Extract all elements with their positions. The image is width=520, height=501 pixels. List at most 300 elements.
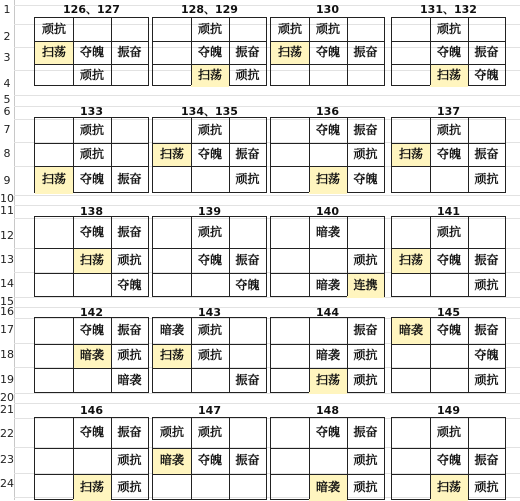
grid-cell-highlighted[interactable]: 扫荡 bbox=[73, 248, 111, 273]
grid-cell[interactable]: 顽抗 bbox=[197, 348, 222, 362]
grid-cell[interactable] bbox=[73, 18, 111, 41]
grid-cell[interactable]: 顽抗 bbox=[436, 425, 461, 439]
grid-line bbox=[35, 273, 148, 274]
formation-grid bbox=[152, 317, 267, 393]
row-number: 6 bbox=[3, 105, 11, 118]
row-number: 18 bbox=[0, 348, 14, 361]
grid-line bbox=[309, 318, 310, 392]
grid-cell[interactable]: 顽抗 bbox=[197, 425, 222, 439]
grid-cell[interactable] bbox=[392, 18, 430, 41]
row-header-column bbox=[0, 0, 15, 500]
block-title: 148 bbox=[316, 404, 339, 417]
grid-cell-highlighted[interactable]: 扫荡 bbox=[392, 143, 430, 166]
grid-cell[interactable]: 振奋 bbox=[474, 253, 499, 267]
grid-line bbox=[309, 118, 310, 192]
grid-cell[interactable]: 顽抗 bbox=[117, 453, 142, 467]
grid-line bbox=[35, 368, 148, 369]
grid-line bbox=[430, 217, 431, 296]
grid-cell[interactable] bbox=[271, 166, 309, 194]
grid-cell[interactable]: 顽抗 bbox=[474, 480, 499, 494]
grid-cell[interactable] bbox=[191, 166, 229, 194]
grid-cell[interactable] bbox=[35, 318, 73, 344]
grid-cell[interactable] bbox=[35, 64, 73, 87]
row-number: 22 bbox=[0, 427, 14, 440]
grid-cell[interactable] bbox=[35, 118, 73, 143]
grid-line bbox=[309, 418, 310, 499]
row-number: 1 bbox=[3, 3, 11, 16]
grid-line bbox=[271, 448, 384, 449]
grid-cell[interactable]: 夺魄 bbox=[474, 348, 499, 362]
block-title: 140 bbox=[316, 205, 339, 218]
grid-cell[interactable]: 振奋 bbox=[117, 172, 142, 186]
grid-cell[interactable]: 夺魄 bbox=[79, 172, 104, 186]
grid-cell[interactable] bbox=[229, 18, 266, 41]
grid-line bbox=[153, 166, 266, 167]
grid-cell[interactable] bbox=[347, 217, 384, 248]
grid-line bbox=[191, 118, 192, 192]
block-title: 147 bbox=[198, 404, 221, 417]
grid-cell[interactable]: 顽抗 bbox=[353, 480, 378, 494]
grid-cell[interactable]: 夺魄 bbox=[79, 323, 104, 337]
grid-cell[interactable] bbox=[35, 344, 73, 368]
formation-grid bbox=[391, 17, 506, 86]
row-number: 3 bbox=[3, 51, 11, 64]
row-number: 12 bbox=[0, 229, 14, 242]
row-number: 23 bbox=[0, 453, 14, 466]
grid-cell[interactable] bbox=[392, 344, 430, 368]
grid-line bbox=[229, 217, 230, 296]
grid-cell[interactable]: 顽抗 bbox=[79, 123, 104, 137]
row-number: 20 bbox=[0, 391, 14, 404]
grid-line bbox=[347, 418, 348, 499]
grid-cell[interactable]: 暗袭 bbox=[315, 348, 340, 362]
formation-grid bbox=[270, 117, 385, 193]
grid-cell[interactable] bbox=[392, 448, 430, 474]
grid-cell[interactable]: 暗袭 bbox=[117, 373, 142, 387]
grid-cell[interactable] bbox=[392, 418, 430, 448]
grid-cell[interactable]: 顽抗 bbox=[117, 253, 142, 267]
grid-line bbox=[271, 41, 384, 42]
grid-line bbox=[73, 217, 74, 296]
row-number: 16 bbox=[0, 305, 14, 318]
block-title: 142 bbox=[80, 306, 103, 319]
grid-cell-highlighted[interactable]: 连携 bbox=[347, 273, 384, 298]
grid-cell[interactable]: 夺魄 bbox=[353, 172, 378, 186]
grid-cell[interactable] bbox=[153, 248, 191, 273]
grid-cell[interactable]: 顽抗 bbox=[197, 225, 222, 239]
grid-line bbox=[111, 217, 112, 296]
grid-line bbox=[191, 318, 192, 392]
grid-cell-highlighted[interactable]: 暗袭 bbox=[392, 318, 430, 344]
grid-cell[interactable] bbox=[35, 368, 73, 394]
grid-cell[interactable] bbox=[35, 248, 73, 273]
grid-cell[interactable] bbox=[35, 273, 73, 298]
grid-cell[interactable]: 夺魄 bbox=[436, 147, 461, 161]
grid-cell[interactable] bbox=[35, 143, 73, 166]
grid-cell[interactable] bbox=[271, 143, 309, 166]
grid-cell[interactable]: 振奋 bbox=[353, 425, 378, 439]
grid-cell[interactable] bbox=[309, 448, 347, 474]
grid-cell[interactable] bbox=[153, 18, 191, 41]
formation-grid bbox=[391, 216, 506, 297]
grid-cell-highlighted[interactable]: 暗袭 bbox=[73, 344, 111, 368]
grid-cell[interactable]: 夺魄 bbox=[315, 425, 340, 439]
grid-cell[interactable] bbox=[271, 418, 309, 448]
grid-cell[interactable]: 振奋 bbox=[117, 425, 142, 439]
grid-line bbox=[191, 418, 192, 499]
block-title: 137 bbox=[437, 105, 460, 118]
grid-cell[interactable]: 暗袭 bbox=[315, 225, 340, 239]
block-title: 126、127 bbox=[63, 3, 120, 16]
row-number: 13 bbox=[0, 253, 14, 266]
grid-line bbox=[73, 18, 74, 85]
grid-cell[interactable]: 顽抗 bbox=[436, 123, 461, 137]
grid-cell[interactable] bbox=[73, 368, 111, 394]
grid-line bbox=[392, 248, 505, 249]
grid-cell[interactable] bbox=[271, 344, 309, 368]
grid-cell[interactable] bbox=[468, 18, 505, 41]
block-title: 130 bbox=[316, 3, 339, 16]
grid-line bbox=[111, 118, 112, 192]
grid-line bbox=[392, 273, 505, 274]
grid-cell[interactable] bbox=[153, 64, 191, 87]
grid-line bbox=[153, 64, 266, 65]
grid-cell-highlighted[interactable]: 暗袭 bbox=[309, 474, 347, 501]
grid-cell[interactable] bbox=[111, 64, 148, 87]
grid-cell[interactable]: 顽抗 bbox=[117, 348, 142, 362]
grid-cell[interactable]: 振奋 bbox=[474, 45, 499, 59]
grid-line bbox=[430, 118, 431, 192]
grid-line bbox=[430, 418, 431, 499]
formation-grid bbox=[34, 417, 149, 500]
grid-line bbox=[191, 18, 192, 85]
formation-grid bbox=[152, 216, 267, 297]
grid-cell[interactable]: 振奋 bbox=[235, 253, 260, 267]
grid-cell[interactable] bbox=[35, 217, 73, 248]
grid-cell[interactable] bbox=[35, 418, 73, 448]
grid-cell[interactable] bbox=[153, 273, 191, 298]
grid-cell[interactable] bbox=[153, 166, 191, 194]
row-number: 4 bbox=[3, 77, 11, 90]
grid-line bbox=[153, 273, 266, 274]
grid-cell[interactable] bbox=[468, 418, 505, 448]
grid-cell[interactable] bbox=[392, 273, 430, 298]
grid-cell[interactable]: 顽抗 bbox=[197, 123, 222, 137]
grid-line bbox=[153, 448, 266, 449]
grid-cell[interactable]: 振奋 bbox=[235, 373, 260, 387]
grid-cell[interactable] bbox=[73, 273, 111, 298]
block-title: 143 bbox=[198, 306, 221, 319]
grid-line bbox=[111, 318, 112, 392]
sheet-row-line bbox=[14, 95, 520, 96]
row-number: 8 bbox=[3, 147, 11, 160]
grid-line bbox=[392, 143, 505, 144]
grid-cell[interactable] bbox=[309, 64, 347, 87]
grid-cell[interactable] bbox=[111, 143, 148, 166]
grid-cell[interactable]: 夺魄 bbox=[197, 453, 222, 467]
grid-cell[interactable]: 振奋 bbox=[474, 453, 499, 467]
grid-cell[interactable] bbox=[35, 474, 73, 501]
grid-cell-highlighted[interactable]: 扫荡 bbox=[430, 474, 468, 501]
block-title: 138 bbox=[80, 205, 103, 218]
grid-cell[interactable] bbox=[111, 18, 148, 41]
grid-line bbox=[153, 248, 266, 249]
row-number: 11 bbox=[0, 204, 14, 217]
grid-cell[interactable] bbox=[392, 474, 430, 501]
grid-cell[interactable]: 顽抗 bbox=[474, 172, 499, 186]
grid-cell-highlighted[interactable]: 扫荡 bbox=[153, 143, 191, 166]
grid-cell[interactable]: 顽抗 bbox=[197, 22, 222, 36]
row-number: 17 bbox=[0, 323, 14, 336]
grid-cell[interactable] bbox=[191, 273, 229, 298]
grid-cell[interactable] bbox=[271, 368, 309, 394]
grid-cell[interactable] bbox=[309, 248, 347, 273]
grid-cell[interactable]: 顽抗 bbox=[315, 22, 340, 36]
grid-cell[interactable]: 振奋 bbox=[353, 123, 378, 137]
grid-cell[interactable] bbox=[468, 118, 505, 143]
grid-cell[interactable] bbox=[111, 118, 148, 143]
grid-cell[interactable]: 顽抗 bbox=[353, 147, 378, 161]
grid-line bbox=[153, 474, 266, 475]
block-title: 141 bbox=[437, 205, 460, 218]
grid-cell[interactable] bbox=[271, 64, 309, 87]
grid-cell[interactable]: 夺魄 bbox=[436, 253, 461, 267]
grid-cell[interactable] bbox=[392, 118, 430, 143]
grid-cell[interactable]: 振奋 bbox=[117, 225, 142, 239]
grid-cell[interactable] bbox=[153, 41, 191, 64]
grid-cell[interactable] bbox=[392, 41, 430, 64]
grid-line bbox=[229, 18, 230, 85]
grid-line bbox=[271, 64, 384, 65]
grid-cell[interactable] bbox=[347, 64, 384, 87]
grid-cell[interactable]: 夺魄 bbox=[197, 147, 222, 161]
grid-cell-highlighted[interactable]: 扫荡 bbox=[430, 64, 468, 87]
grid-line bbox=[392, 41, 505, 42]
grid-line bbox=[271, 143, 384, 144]
grid-cell[interactable] bbox=[392, 64, 430, 87]
row-number: 21 bbox=[0, 403, 14, 416]
grid-cell[interactable]: 振奋 bbox=[117, 323, 142, 337]
grid-cell-highlighted[interactable]: 扫荡 bbox=[309, 368, 347, 394]
grid-cell[interactable] bbox=[271, 273, 309, 298]
formation-grid bbox=[34, 17, 149, 86]
grid-cell[interactable]: 顽抗 bbox=[79, 147, 104, 161]
formation-grid bbox=[270, 216, 385, 297]
grid-line bbox=[35, 41, 148, 42]
grid-cell-highlighted[interactable]: 扫荡 bbox=[191, 64, 229, 87]
grid-cell[interactable]: 振奋 bbox=[235, 147, 260, 161]
grid-cell[interactable]: 夺魄 bbox=[436, 45, 461, 59]
grid-line bbox=[229, 418, 230, 499]
block-title: 146 bbox=[80, 404, 103, 417]
grid-line bbox=[35, 166, 148, 167]
grid-line bbox=[271, 273, 384, 274]
grid-line bbox=[73, 318, 74, 392]
grid-cell[interactable]: 夺魄 bbox=[197, 253, 222, 267]
grid-line bbox=[153, 143, 266, 144]
grid-cell[interactable]: 顽抗 bbox=[474, 278, 499, 292]
grid-line bbox=[468, 118, 469, 192]
grid-cell[interactable]: 暗袭 bbox=[315, 278, 340, 292]
grid-cell[interactable]: 夺魄 bbox=[315, 45, 340, 59]
grid-cell[interactable]: 夺魄 bbox=[117, 278, 142, 292]
block-title: 133 bbox=[80, 105, 103, 118]
grid-cell[interactable]: 夺魄 bbox=[79, 425, 104, 439]
grid-cell[interactable] bbox=[271, 318, 309, 344]
grid-cell[interactable]: 振奋 bbox=[353, 323, 378, 337]
grid-cell-highlighted[interactable]: 扫荡 bbox=[35, 166, 73, 194]
grid-cell[interactable]: 振奋 bbox=[474, 323, 499, 337]
grid-line bbox=[392, 166, 505, 167]
grid-cell[interactable] bbox=[309, 318, 347, 344]
block-title: 134、135 bbox=[181, 105, 238, 118]
grid-line bbox=[468, 318, 469, 392]
row-number: 14 bbox=[0, 277, 14, 290]
grid-cell[interactable]: 振奋 bbox=[235, 453, 260, 467]
grid-cell[interactable] bbox=[430, 166, 468, 194]
grid-line bbox=[271, 368, 384, 369]
grid-cell[interactable]: 顽抗 bbox=[79, 68, 104, 82]
grid-line bbox=[468, 18, 469, 85]
grid-cell[interactable] bbox=[271, 217, 309, 248]
grid-cell-highlighted[interactable]: 扫荡 bbox=[309, 166, 347, 194]
grid-cell[interactable]: 顽抗 bbox=[197, 323, 222, 337]
grid-cell[interactable] bbox=[153, 217, 191, 248]
grid-cell[interactable] bbox=[191, 474, 229, 501]
grid-cell[interactable] bbox=[229, 418, 266, 448]
grid-cell[interactable]: 顽抗 bbox=[235, 172, 260, 186]
grid-cell[interactable] bbox=[229, 474, 266, 501]
row-number: 7 bbox=[3, 123, 11, 136]
grid-cell-highlighted[interactable]: 暗袭 bbox=[153, 448, 191, 474]
grid-cell[interactable] bbox=[271, 118, 309, 143]
grid-cell[interactable]: 顽抗 bbox=[353, 373, 378, 387]
grid-cell[interactable]: 振奋 bbox=[353, 45, 378, 59]
grid-line bbox=[392, 64, 505, 65]
grid-cell[interactable] bbox=[229, 118, 266, 143]
block-title: 144 bbox=[316, 306, 339, 319]
grid-cell[interactable]: 夺魄 bbox=[197, 45, 222, 59]
grid-cell[interactable]: 夺魄 bbox=[436, 323, 461, 337]
grid-cell[interactable] bbox=[468, 217, 505, 248]
grid-cell[interactable] bbox=[229, 318, 266, 344]
block-title: 136 bbox=[316, 105, 339, 118]
grid-line bbox=[392, 344, 505, 345]
grid-line bbox=[35, 64, 148, 65]
grid-line bbox=[271, 344, 384, 345]
row-number: 24 bbox=[0, 477, 14, 490]
grid-line bbox=[153, 41, 266, 42]
grid-cell-highlighted[interactable]: 扫荡 bbox=[271, 41, 309, 64]
grid-cell[interactable] bbox=[271, 474, 309, 501]
row-number: 15 bbox=[0, 295, 14, 308]
grid-cell[interactable]: 顽抗 bbox=[353, 348, 378, 362]
grid-cell[interactable]: 夺魄 bbox=[474, 68, 499, 82]
grid-cell[interactable] bbox=[73, 448, 111, 474]
grid-line bbox=[347, 318, 348, 392]
formation-grid bbox=[270, 417, 385, 500]
grid-cell[interactable]: 顽抗 bbox=[277, 22, 302, 36]
grid-cell[interactable] bbox=[430, 368, 468, 394]
grid-cell-highlighted[interactable]: 扫荡 bbox=[73, 474, 111, 501]
grid-cell[interactable]: 夺魄 bbox=[315, 123, 340, 137]
grid-cell[interactable] bbox=[430, 273, 468, 298]
grid-cell[interactable]: 顽抗 bbox=[117, 480, 142, 494]
grid-cell[interactable]: 顽抗 bbox=[436, 225, 461, 239]
formation-grid bbox=[152, 17, 267, 86]
grid-cell[interactable]: 顽抗 bbox=[474, 373, 499, 387]
grid-line bbox=[347, 118, 348, 192]
grid-cell[interactable] bbox=[430, 344, 468, 368]
grid-line bbox=[35, 474, 148, 475]
grid-cell[interactable]: 顽抗 bbox=[235, 68, 260, 82]
grid-cell-highlighted[interactable]: 扫荡 bbox=[35, 41, 73, 64]
grid-line bbox=[271, 166, 384, 167]
grid-cell[interactable] bbox=[153, 474, 191, 501]
grid-line bbox=[35, 344, 148, 345]
grid-line bbox=[229, 118, 230, 192]
grid-line bbox=[229, 318, 230, 392]
grid-line bbox=[111, 418, 112, 499]
grid-cell[interactable] bbox=[347, 18, 384, 41]
grid-cell[interactable] bbox=[153, 368, 191, 394]
grid-cell[interactable]: 顽抗 bbox=[436, 22, 461, 36]
grid-line bbox=[153, 368, 266, 369]
grid-cell[interactable] bbox=[191, 368, 229, 394]
grid-cell[interactable] bbox=[153, 118, 191, 143]
grid-cell[interactable]: 顽抗 bbox=[353, 253, 378, 267]
grid-line bbox=[392, 448, 505, 449]
grid-cell[interactable]: 夺魄 bbox=[79, 45, 104, 59]
grid-line bbox=[309, 18, 310, 85]
grid-cell[interactable]: 夺魄 bbox=[235, 278, 260, 292]
grid-line bbox=[468, 418, 469, 499]
grid-line bbox=[309, 217, 310, 296]
grid-cell[interactable] bbox=[229, 217, 266, 248]
grid-cell[interactable]: 顽抗 bbox=[41, 22, 66, 36]
formation-grid bbox=[391, 417, 506, 500]
grid-line bbox=[153, 344, 266, 345]
grid-line bbox=[191, 217, 192, 296]
grid-line bbox=[35, 448, 148, 449]
grid-cell[interactable] bbox=[392, 217, 430, 248]
grid-cell[interactable]: 顽抗 bbox=[353, 453, 378, 467]
grid-cell[interactable] bbox=[392, 368, 430, 394]
grid-line bbox=[35, 143, 148, 144]
grid-cell[interactable] bbox=[392, 166, 430, 194]
grid-cell[interactable]: 夺魄 bbox=[79, 225, 104, 239]
grid-cell[interactable]: 振奋 bbox=[235, 45, 260, 59]
grid-cell[interactable]: 夺魄 bbox=[436, 453, 461, 467]
grid-line bbox=[392, 474, 505, 475]
grid-line bbox=[430, 18, 431, 85]
grid-cell[interactable]: 顽抗 bbox=[159, 425, 184, 439]
grid-cell[interactable]: 暗袭 bbox=[159, 323, 184, 337]
grid-line bbox=[73, 418, 74, 499]
grid-cell[interactable] bbox=[35, 448, 73, 474]
grid-cell[interactable] bbox=[229, 344, 266, 368]
grid-cell[interactable] bbox=[271, 248, 309, 273]
grid-line bbox=[111, 18, 112, 85]
grid-cell[interactable] bbox=[271, 448, 309, 474]
block-title: 128、129 bbox=[181, 3, 238, 16]
grid-cell[interactable] bbox=[309, 143, 347, 166]
grid-cell[interactable]: 振奋 bbox=[474, 147, 499, 161]
grid-cell-highlighted[interactable]: 扫荡 bbox=[392, 248, 430, 273]
grid-cell[interactable]: 振奋 bbox=[117, 45, 142, 59]
grid-cell-highlighted[interactable]: 扫荡 bbox=[153, 344, 191, 368]
row-number: 19 bbox=[0, 373, 14, 386]
